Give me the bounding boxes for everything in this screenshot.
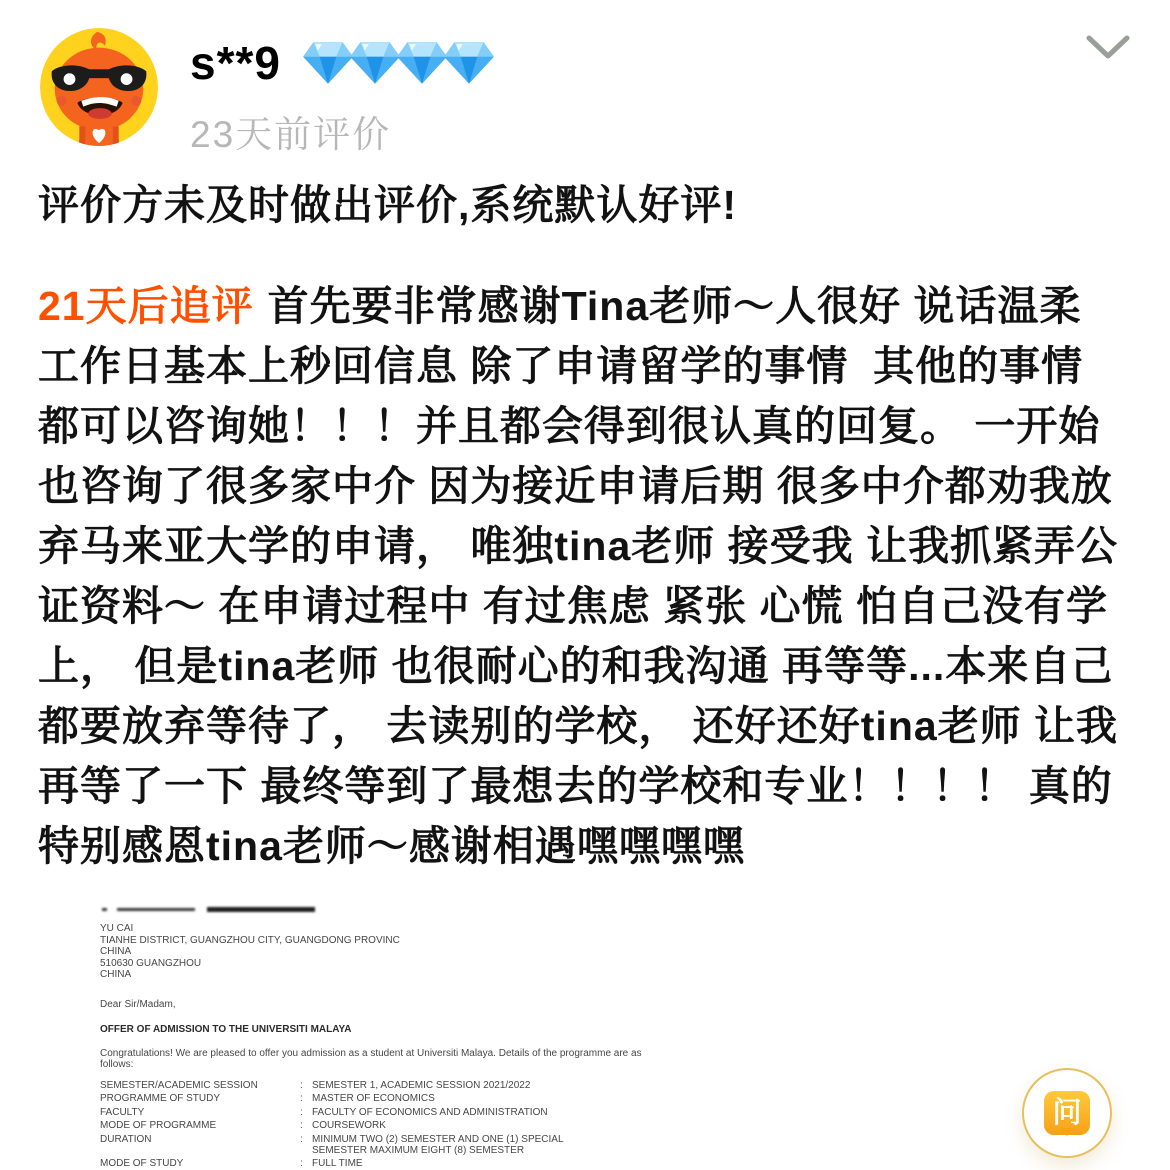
attachment-image-admission-letter[interactable] xyxy=(100,898,980,1170)
avatar[interactable] xyxy=(40,28,158,146)
doc-address-line: 510630 GUANGZHOU xyxy=(100,957,202,969)
doc-salutation: Dear Sir/Madam, xyxy=(100,998,176,1010)
doc-detail-row xyxy=(100,1093,980,1104)
avatar-mascot-icon xyxy=(40,28,158,146)
doc-detail-label: SEMESTER/ACADEMIC SESSION xyxy=(100,1079,258,1091)
doc-detail-colon: : xyxy=(300,1133,303,1145)
doc-detail-colon: : xyxy=(300,1120,303,1131)
doc-detail-row xyxy=(100,1120,980,1131)
question-bubble-icon xyxy=(1044,1091,1090,1135)
ask-button[interactable] xyxy=(1022,1068,1112,1158)
doc-detail-value: FULL TIME xyxy=(312,1158,363,1169)
doc-detail-colon: : xyxy=(300,1106,303,1118)
doc-address-line: TIANHE DISTRICT, GUANGZHOU CITY, GUANGDONG PROVINC xyxy=(100,934,400,946)
followup-review xyxy=(38,276,1123,876)
doc-detail-value: MINIMUM TWO (2) SEMESTER AND ONE (1) SPECIAL SEMESTER MAXIMUM EIGHT (8) SEMESTER xyxy=(312,1133,564,1156)
user-level xyxy=(301,38,496,88)
doc-detail-value: COURSEWORK xyxy=(312,1120,386,1131)
doc-detail-label: MODE OF STUDY xyxy=(100,1158,184,1169)
doc-detail-label: DURATION xyxy=(100,1133,152,1145)
doc-detail-label: PROGRAMME OF STUDY xyxy=(100,1093,221,1104)
diamond-icon xyxy=(395,38,449,88)
doc-subject: OFFER OF ADMISSION TO THE UNIVERSITI MALAYA xyxy=(100,1023,352,1035)
doc-detail-row xyxy=(100,1158,980,1169)
doc-detail-colon: : xyxy=(300,1079,303,1091)
doc-recipient-address xyxy=(100,923,980,981)
doc-address-line: CHINA xyxy=(100,969,132,980)
reviewer-info xyxy=(190,36,496,158)
redacted-line xyxy=(102,906,980,912)
review-timestamp: 23天前评价 xyxy=(190,114,392,155)
doc-detail-label: MODE OF PROGRAMME xyxy=(100,1120,217,1131)
doc-detail-row xyxy=(100,1080,980,1091)
ask-button-label: 问 xyxy=(1052,1096,1082,1129)
doc-detail-value: FACULTY OF ECONOMICS AND ADMINISTRATION xyxy=(312,1106,548,1118)
doc-detail-colon: : xyxy=(300,1093,303,1104)
followup-label: 21天后追评 xyxy=(38,283,254,329)
doc-address-line: CHINA xyxy=(100,946,132,957)
diamond-icon xyxy=(442,38,496,88)
doc-detail-label: FACULTY xyxy=(100,1106,145,1118)
diamond-icon xyxy=(348,38,402,88)
followup-text: 首先要非常感谢Tina老师～人很好 说话温柔 工作日基本上秒回信息 除了申请留学的事情 其他的事情 都可以咨询她！！！并且都会得到很认真的回复。 一开始也咨询了很多家中介 因为接近申请后期 很多中介都劝我放弃马来亚大学的申请， 唯独tina老师 接受我 让我抓紧弄公证资料～ 在申请过程中 有过焦虑 紧张 心慌 怕自己没有学上， 但是tina老师 也很耐心的和我沟通 再等等...本来自己都要放弃等待了， 去读别的学校， 还好还好tina老师 让我再等了一下 最终等到了最想去的学校和专业！！！！ 真的特别感恩tina老师～感谢相遇嘿嘿嘿嘿 xyxy=(38,283,1119,869)
diamond-icon xyxy=(301,38,355,88)
username: s**9 xyxy=(190,37,281,89)
doc-detail-row xyxy=(100,1134,980,1156)
doc-detail-value: SEMESTER 1, ACADEMIC SESSION 2021/2022 xyxy=(312,1079,531,1091)
doc-detail-row xyxy=(100,1107,980,1118)
doc-intro: Congratulations! We are pleased to offer you admission as a student at Universiti Malaya. Details of the programme are as follows: xyxy=(100,1047,642,1070)
default-review-text: 评价方未及时做出评价,系统默认好评! xyxy=(38,182,738,228)
doc-detail-colon: : xyxy=(300,1158,303,1169)
doc-detail-value: MASTER OF ECONOMICS xyxy=(312,1093,435,1104)
doc-details-table xyxy=(100,1080,980,1170)
chevron-down-icon[interactable] xyxy=(1086,34,1130,62)
doc-address-line: YU CAI xyxy=(100,923,134,934)
